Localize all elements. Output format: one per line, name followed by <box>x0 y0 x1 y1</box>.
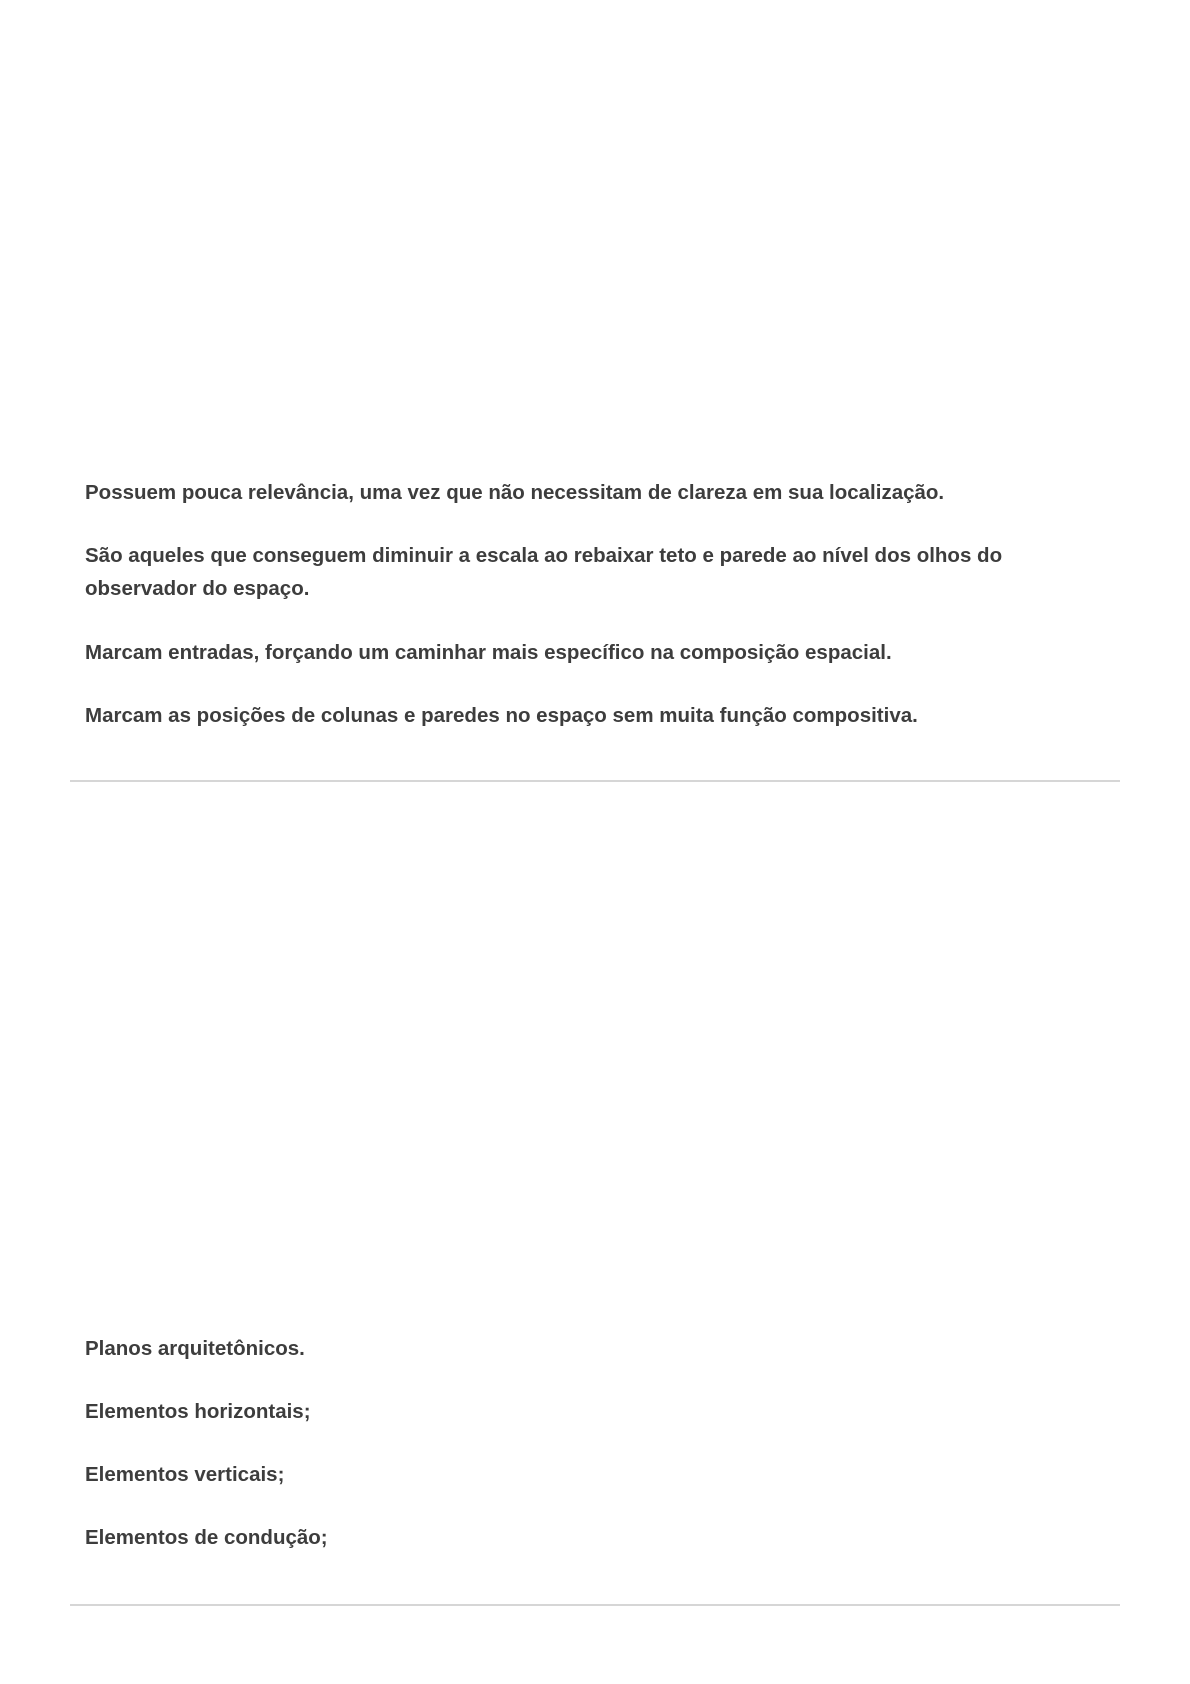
answer-option[interactable]: Marcam entradas, forçando um caminhar mais específico na composição espacial. <box>85 641 892 664</box>
section-divider <box>70 1604 1120 1606</box>
answer-option[interactable]: Planos arquitetônicos. <box>85 1337 305 1360</box>
answer-option[interactable]: São aqueles que conseguem diminuir a escala ao rebaixar teto e parede ao nível dos olhos do observador do espaço. <box>85 544 1003 600</box>
answer-option[interactable]: Elementos verticais; <box>85 1463 285 1486</box>
answer-option[interactable]: Elementos de condução; <box>85 1526 328 1549</box>
answer-option[interactable]: Marcam as posições de colunas e paredes no espaço sem muita função compositiva. <box>85 704 918 727</box>
section-divider <box>70 780 1120 782</box>
answer-option[interactable]: Possuem pouca relevância, uma vez que não necessitam de clareza em sua localização. <box>85 481 945 504</box>
answer-option[interactable]: Elementos horizontais; <box>85 1400 311 1423</box>
